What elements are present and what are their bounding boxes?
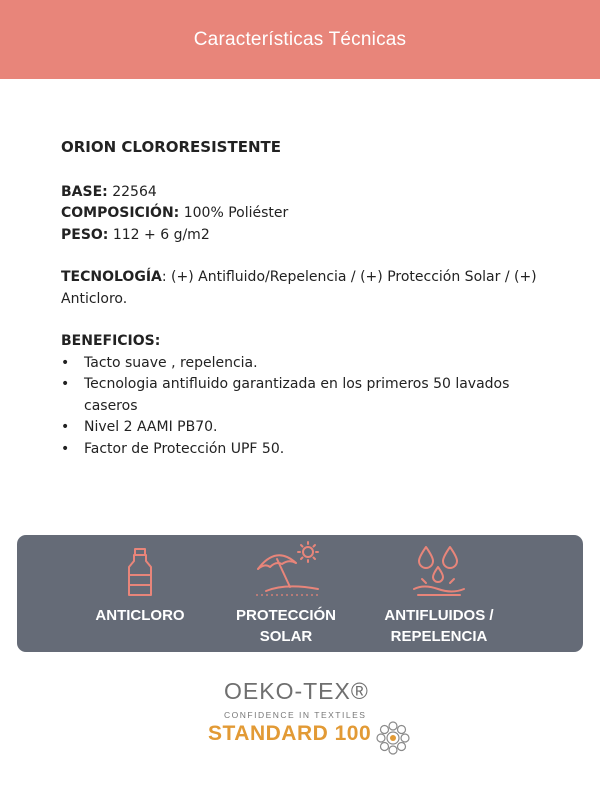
page-title: Características Técnicas [193,28,407,50]
spec-weight-value: 112 + 6 g/m2 [108,226,210,243]
spec-technology [61,267,561,310]
feature-label-anticloro: ANTICLORO [95,607,185,624]
oeko-standard: STANDARD 100 [208,722,372,745]
spec-weight [61,225,561,247]
benefits-title [61,331,561,353]
list-item: • Tecnologia antifluido garantizada en los primeros 50 lavados caseros [61,374,561,417]
spec-technology-value: : (+) Antifluido/Repelencia / (+) Protección Solar / (+) Anticloro. [61,269,537,307]
list-item: • Nivel 2 AAMI PB70. [61,417,561,439]
list-item: • Tacto suave , repelencia. [61,353,561,375]
spec-technology-label: TECNOLOGÍA [61,269,162,285]
feature-label-proteccion-solar-text: PROTECCIÓN SOLAR [235,607,336,645]
bottle-icon [110,539,170,599]
feature-label-proteccion-solar [223,605,349,647]
feature-label-antifluidos [369,605,509,647]
feature-proteccion-solar [223,539,349,647]
product-name: ORION CLORORESISTENTE [61,138,281,156]
oeko-brand: OEKO-TEX® [224,678,369,704]
header-bar [0,0,600,79]
feature-anticloro [77,539,203,626]
oeko-tex-label [178,662,430,765]
spec-base-value: 22564 [107,183,157,200]
spec-composition-label: COMPOSICIÓN: [61,205,180,221]
feature-label-antifluidos-text: ANTIFLUIDOS / REPELENCIA [384,607,494,645]
spec-composition [61,203,561,225]
spec-weight-label: PESO: [61,226,109,243]
beach-umbrella-sun-icon [246,539,326,599]
spec-content [61,137,561,460]
features-panel [17,535,583,652]
feature-antifluidos [369,539,509,647]
benefits-title-text: BENEFICIOS: [61,333,161,349]
oeko-flower-icon [372,717,414,759]
spec-composition-value: 100% Poliéster [179,205,289,221]
spec-base-label: BASE: [61,183,108,200]
oeko-tagline: CONFIDENCE IN TEXTILES [224,710,367,720]
benefits-list [61,353,561,461]
spec-base [61,182,561,204]
list-item: • Factor de Protección UPF 50. [61,439,561,461]
droplets-fabric-icon [404,539,474,599]
